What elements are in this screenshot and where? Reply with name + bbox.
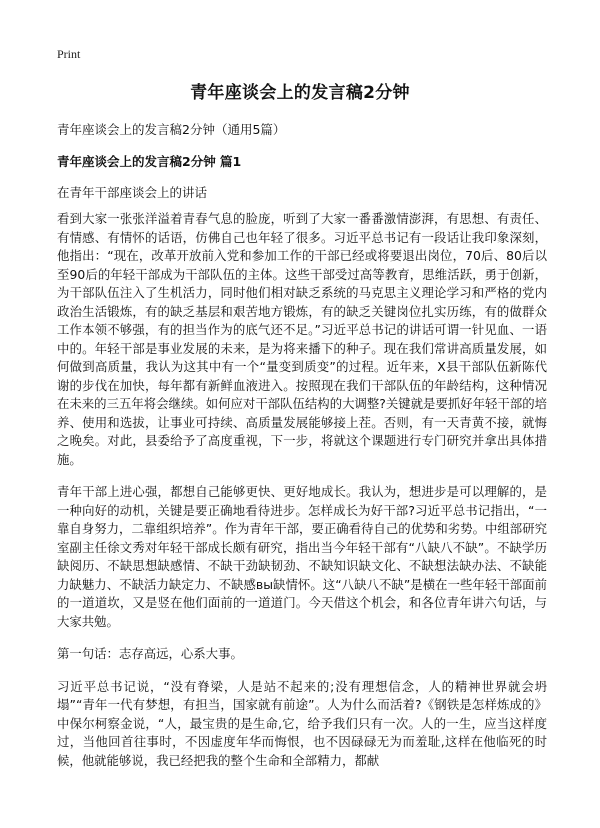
print-link[interactable]: Print: [57, 47, 81, 61]
paragraph: 看到大家一张张洋溢着青春气息的脸庞，听到了大家一番番激情澎湃，有思想、有责任、有情感、有情怀的话语，仿佛自己也年轻了很多。习近平总书记有一段话让我印象深刻，他指出：“现在，改革开放前入党和参加工作的干部已经或将要退出岗位，70后、80后以至90后的年轻干部成为干部队伍的主体。这些干部受过高等教育，思维活跃，勇于创新，为干部队伍注入了生机活力，同时他们相对缺乏系统的马克思主义理论学习和严格的党内政治生活锻炼，有的缺乏基层和艰苦地方锻炼，有的缺乏关键岗位扎实历练，有的做群众工作本领不够强，有的担当作为的底气还不足。”习近平总书记的讲话可谓一针见血、一语中的。年轻干部是事业发展的未来，是为将来播下的种子。现在我们常讲高质量发展，如何做到高质量，我认为这其中有一个“量变到质变”的过程。近年来，X县干部队伍新陈代谢的步伐在加快，每年都有新鲜血液进入。按照现在我们干部队伍的年龄结构，这种情况在未来的三五年将会继续。如何应对干部队伍结构的大调整?关键就是要抓好年轻干部的培养、使用和选拔，让事业可持续、高质量发展能够接上茬。否则，有一天青黄不接，就悔之晚矣。对此，县委给予了高度重视，下一步，将就这个课题进行专门研究并拿出具体措施。: [57, 211, 547, 467]
page-title: 青年座谈会上的发言稿2分钟: [190, 83, 410, 103]
paragraph: 第一句话：志存高远，心系大事。: [57, 646, 243, 661]
section-heading: 青年座谈会上的发言稿2分钟 篇1: [57, 154, 242, 169]
paragraph: 习近平总书记说，“没有脊梁，人是站不起来的;没有理想信念，人的精神世界就会坍塌”“青年一代有梦想，有担当，国家就有前途”。人为什么而活着?《钢铁是怎样炼成的》中保尔柯察金说，“人，最宝贵的是生命,它，给予我们只有一次。人的一生，应当这样度过，当他回首往事时，不因虚度年华而悔恨，也不因碌碌无为而羞耻,这样在他临死的时候，他就能够说，我已经把我的整个生命和全部精力，都献: [57, 678, 547, 768]
document-body: [57, 210, 547, 784]
document-subtitle: 青年座谈会上的发言稿2分钟（通用5篇）: [57, 122, 286, 137]
speech-intro: 在青年干部座谈会上的讲话: [57, 185, 208, 200]
paragraph: 青年干部上进心强，都想自己能够更快、更好地成长。我认为，想进步是可以理解的，是一种向好的动机，关键是要正确地看待进步。怎样成长为好干部?习近平总书记指出，“一靠自身努力，二靠组织培养”。作为青年干部，要正确看待自己的优势和劣势。中组部研究室副主任徐文秀对年轻干部成长颇有研究，指出当今年轻干部有“八缺八不缺”。不缺学历缺阅历、不缺思想缺感情、不缺干劲缺韧劲、不缺知识缺文化、不缺想法缺办法、不缺能力缺魅力、不缺活力缺定力、不缺感вы缺情怀。这“八缺八不缺”是横在一些年轻干部面前的一道道坎，又是竖在他们面前的一道道门。今天借这个机会，和各位青年讲六句话，与大家共勉。: [57, 484, 547, 629]
